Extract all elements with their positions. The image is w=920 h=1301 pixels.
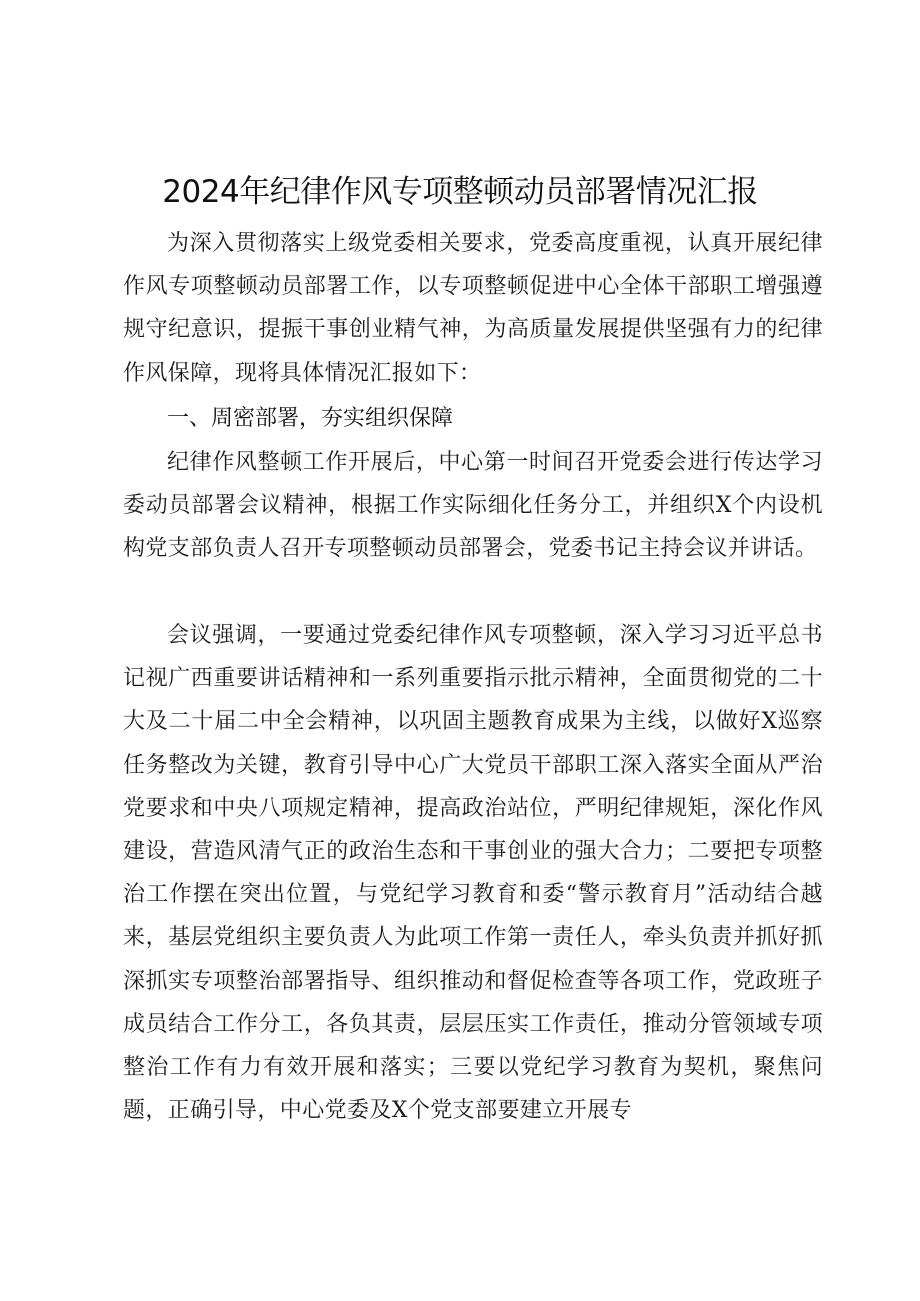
section-paragraph: 纪律作风整顿工作开展后，中心第一时间召开党委会进行传达学习委动员部署会议精神，根据工作实际细化任务分工，并组织X个内设机构党支部负责人召开专项整顿动员部署会，党委书记主持会议并讲话。: [123, 450, 823, 562]
section-heading: 一、周密部署，夯实组织保障: [167, 406, 454, 431]
section-paragraph: 会议强调，一要通过党委纪律作风专项整顿，深入学习习近平总书记视广西重要讲话精神和一系列重要指示批示精神，全面贯彻党的二十大及二十届二中全会精神，以巩固主题教育成果为主线，以做好X巡察任务整改为关键，教育引导中心广大党员干部职工深入落实全面从严治党要求和中央八项规定精神，提高政治站位，严明纪律规矩，深化作风建设，营造风清气正的政治生态和干事创业的强大合力；二要把专项整治工作摆在突出位置，与党纪学习教育和委“警示教育月”活动结合越来，基层党组织主要负责人为此项工作第一责任人，牵头负责并抓好抓深抓实专项整治部署指导、组织推动和督促检查等各项工作，党政班子成员结合工作分工，各负其责，层层压实工作责任，推动分管领域专项整治工作有力有效开展和落实；三要以党纪学习教育为契机，聚焦问题，正确引导，中心党委及X个党支部要建立开展专: [123, 623, 823, 1124]
intro-paragraph: 为深入贯彻落实上级党委相关要求，党委高度重视，认真开展纪律作风专项整顿动员部署工作，以专项整顿促进中心全体干部职工增强遵规守纪意识，提振干事创业精气神，为高质量发展提供坚强有力的纪律作风保障，现将具体情况汇报如下：: [123, 231, 823, 386]
document-title: 2024年纪律作风专项整顿动员部署情况汇报: [162, 174, 758, 210]
